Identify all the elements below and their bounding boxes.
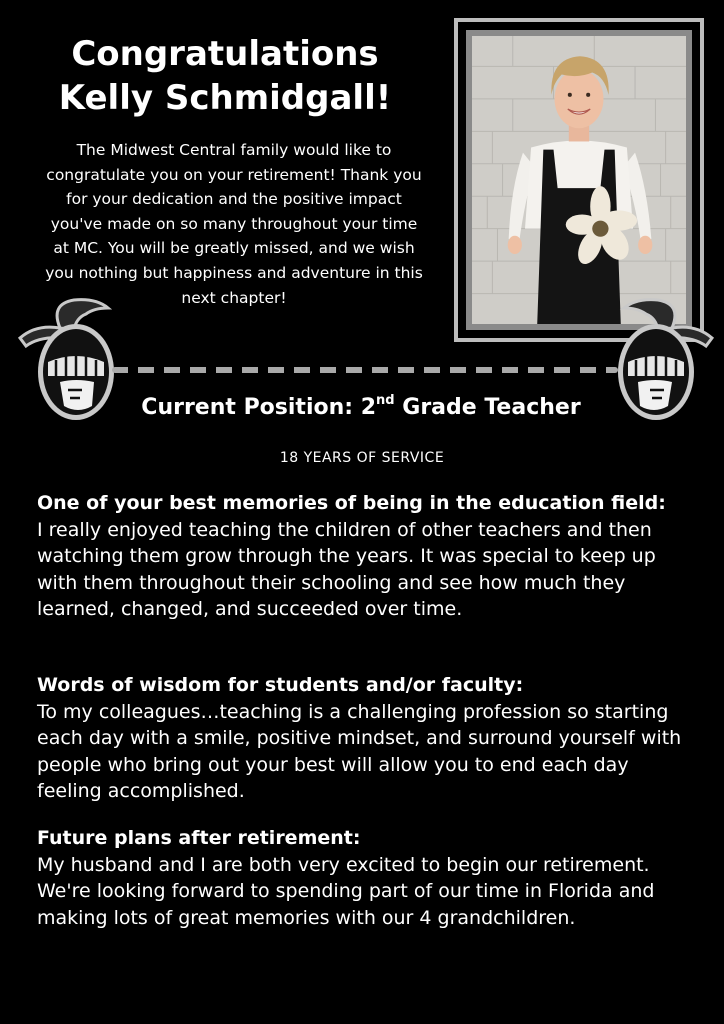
qa-block-memory (37, 490, 697, 623)
position-prefix: Current Position: 2 (141, 395, 377, 420)
position-suffix: Grade Teacher (394, 395, 581, 420)
answer-text: To my colleagues…teaching is a challenging profession so starting each day with a smile, positive mindset, and surround yourself with people who bring out your best will allow you to end each day feeling accomplished. (37, 700, 682, 802)
qa-block-wisdom (37, 672, 697, 805)
knight-helmet-icon (16, 298, 116, 428)
position-superscript: nd (376, 393, 395, 408)
qa-block-future-plans (37, 825, 697, 931)
current-position (118, 392, 604, 424)
dashed-divider (112, 367, 618, 373)
question-heading: Words of wisdom for students and/or faculty: (37, 674, 524, 696)
portrait-photo (466, 30, 692, 330)
page-title (40, 32, 410, 120)
years-of-service: 18 YEARS OF SERVICE (279, 450, 445, 466)
portrait-frame (454, 18, 704, 342)
question-heading: One of your best memories of being in the education field: (37, 492, 666, 514)
knight-helmet-icon (616, 298, 716, 428)
portrait-illustration (472, 36, 686, 324)
intro-message: The Midwest Central family would like to congratulate you on your retirement! Thank you for your dedication and the positive impact you've made on so many throughout your time at MC. You will be greatly missed, and we wish you nothing but happiness and adventure in this next chapter! (45, 141, 423, 307)
question-heading: Future plans after retirement: (37, 827, 361, 849)
answer-text: My husband and I are both very excited to begin our retirement. We're looking forward to spending part of our time in Florida and making lots of great memories with our 4 grandchildren. (37, 853, 655, 929)
title-line-2: Kelly Schmidgall! (58, 78, 392, 118)
answer-text: I really enjoyed teaching the children of other teachers and then watching them grow through the years. It was special to keep up with them throughout their schooling and see how much they learned, changed, and succeeded over time. (37, 518, 656, 620)
title-line-1: Congratulations (71, 34, 379, 74)
